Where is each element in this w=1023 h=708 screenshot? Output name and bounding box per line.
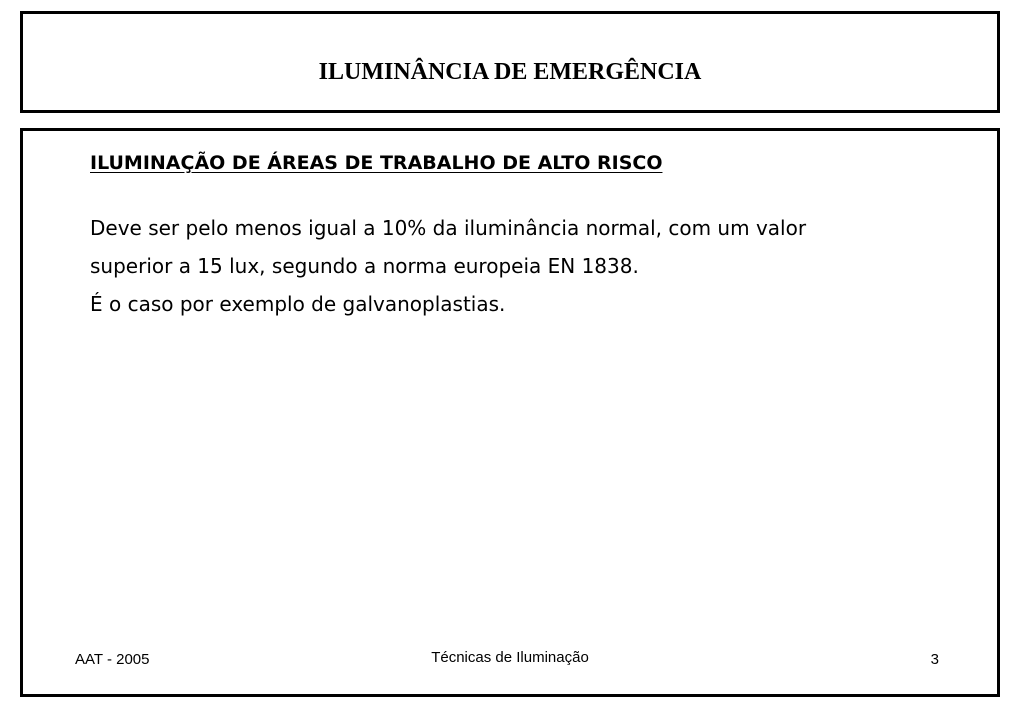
body-line: superior a 15 lux, segundo a norma europeia EN 1838. (90, 254, 639, 278)
footer-course-title: Técnicas de Iluminação (431, 649, 589, 666)
content-frame (20, 128, 1000, 697)
footer-author-year: AAT - 2005 (75, 651, 150, 668)
slide-title: ILUMINÂNCIA DE EMERGÊNCIA (318, 59, 702, 85)
title-frame (20, 11, 1000, 113)
body-line: Deve ser pelo menos igual a 10% da iluminância normal, com um valor (90, 216, 807, 240)
section-heading: ILUMINAÇÃO DE ÁREAS DE TRABALHO DE ALTO RISCO (90, 152, 663, 174)
page-number: 3 (930, 651, 939, 668)
body-text (90, 209, 806, 323)
body-line: É o caso por exemplo de galvanoplastias. (90, 292, 506, 316)
